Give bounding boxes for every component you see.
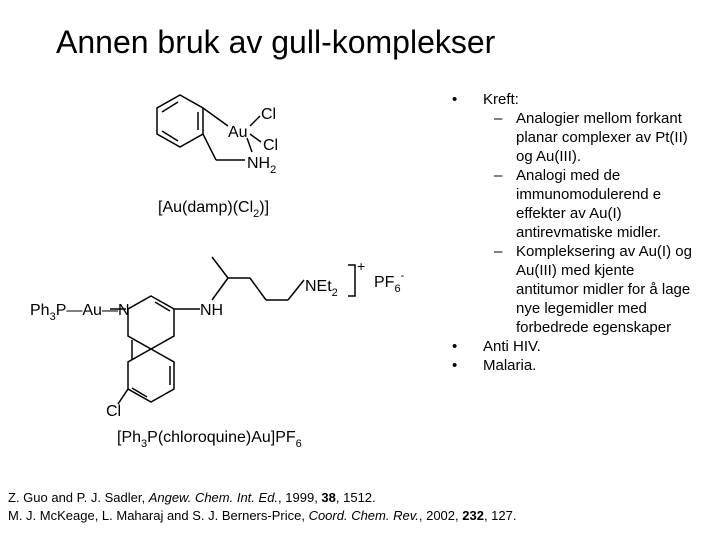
bullet-text: Kreft: xyxy=(483,91,519,108)
ph3p-au-label: $Ph_3P—Au—N$ xyxy=(30,302,130,323)
bullet-text: Anti HIV. xyxy=(483,338,541,355)
chloroquine-caption: $[Ph_3P(chloroquine)Au]PF_6$ xyxy=(117,429,302,450)
nh-label: NH xyxy=(200,302,224,319)
reference-1 xyxy=(8,489,516,507)
bullet-item xyxy=(452,337,692,356)
ref-volume: 38 xyxy=(321,490,336,505)
nh-ch-bond xyxy=(212,278,228,300)
benzo-ring xyxy=(128,349,174,402)
plus-charge: + xyxy=(357,258,366,274)
bullet-dash: – xyxy=(494,167,503,184)
sub-bullet-item xyxy=(452,109,692,166)
methyl-bond xyxy=(212,257,228,278)
ref-pages: , 1512. xyxy=(335,490,376,505)
chain-bond xyxy=(250,278,266,300)
nh2-label: $NH_2$ xyxy=(247,155,277,176)
bullet-list xyxy=(452,90,692,375)
bullet-text: Malaria. xyxy=(483,357,537,374)
au-label: Au xyxy=(228,124,248,141)
ref-volume: 232 xyxy=(462,508,484,523)
ref-journal: Coord. Chem. Rev. xyxy=(308,508,419,523)
ref-pages: , 127. xyxy=(483,508,517,523)
cl-label: Cl xyxy=(106,403,122,420)
au-cl-bond xyxy=(250,134,261,142)
chain-bond xyxy=(288,280,304,300)
reference-2 xyxy=(8,507,516,525)
au-damp-caption: $[Au(damp)(Cl_2)]$ xyxy=(158,199,270,220)
sub-bullet-text: Analogier mellom forkant planar complexer av Pt(II) og Au(III). xyxy=(516,110,688,165)
pyridine-ring xyxy=(128,296,174,349)
c-au-bond xyxy=(203,108,228,126)
bullet-dash: – xyxy=(494,243,503,260)
bullet-dot: • xyxy=(452,357,458,374)
bullet-dash: – xyxy=(494,110,503,127)
ref-year: , 2002, xyxy=(418,508,463,523)
benzene-ring xyxy=(157,95,203,147)
c-cl-bond xyxy=(118,389,128,404)
bullet-dot: • xyxy=(452,91,458,108)
ref-journal: Angew. Chem. Int. Ed. xyxy=(148,490,279,505)
cl-label: Cl xyxy=(261,106,277,123)
slide-title: Annen bruk av gull-komplekser xyxy=(56,24,496,60)
cl-label: Cl xyxy=(263,137,279,154)
au-n-bond xyxy=(247,138,252,152)
net2-label: NEt$_2$ xyxy=(305,278,338,299)
sub-bullet-item xyxy=(452,242,692,337)
bullet-item xyxy=(452,356,692,375)
bullet-item xyxy=(452,90,692,109)
charge-bracket xyxy=(348,265,355,296)
ref-authors: M. J. McKeage, L. Maharaj and S. J. Berners-Price, xyxy=(8,508,309,523)
ring-double-bond xyxy=(162,131,178,141)
au-cl-bond xyxy=(250,116,260,126)
bullet-dot: • xyxy=(452,338,458,355)
pf6-label: $PF_6^-$ xyxy=(374,270,405,295)
ref-authors: Z. Guo and P. J. Sadler, xyxy=(8,490,149,505)
ref-year: , 1999, xyxy=(278,490,322,505)
ring-ch2-bond xyxy=(203,134,216,160)
references xyxy=(8,489,516,525)
sub-bullet-item xyxy=(452,166,692,242)
sub-bullet-text: Analogi med de immunomodulerend e effekter av Au(I) antirevmatiske midler. xyxy=(516,167,662,241)
sub-bullet-text: Kompleksering av Au(I) og Au(III) med kjente antitumor midler for å lage nye legemidler med forbedrede egenskaper xyxy=(516,243,692,336)
